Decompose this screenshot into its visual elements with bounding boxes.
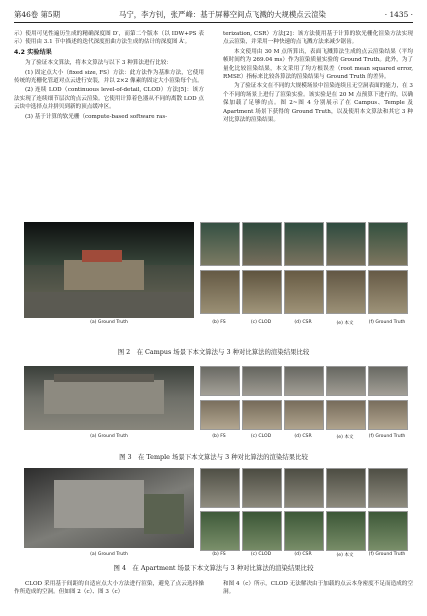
thumbnail <box>326 400 366 430</box>
sub-label: (a) Ground Truth <box>90 320 128 325</box>
thumbnail <box>242 468 282 508</box>
thumbnail <box>200 366 240 396</box>
running-header <box>14 6 413 23</box>
paragraph: (3) 基于计算的软光栅（compute-based software ras- <box>25 113 168 120</box>
ground-truth-image <box>24 222 194 318</box>
section-heading: 4.2 实验结果 <box>14 48 52 56</box>
thumbnail <box>242 511 282 551</box>
thumbnail <box>368 222 408 266</box>
sub-label: (c) CLOD <box>250 320 272 325</box>
running-title: 马宁，李方钊，张严峰：基于屏幕空间点飞溅的大规模点云渲染 <box>118 9 326 19</box>
sub-label: (c) CLOD <box>250 434 272 439</box>
thumbnail <box>200 511 240 551</box>
paragraph: 示）使用可见性遍历生成的精确深度图 D′，而第二个版本（以 IDW+PS 表示）使用由 3.1 节中描述的迭代深度扭曲方法生成的估计的深度图 Â′。 <box>14 31 204 46</box>
sub-label: (f) Ground Truth <box>368 434 406 439</box>
thumbnail <box>326 270 366 314</box>
thumbnail <box>326 222 366 266</box>
ground-truth-image <box>24 366 194 430</box>
thumbnail <box>242 222 282 266</box>
left-column <box>14 30 204 122</box>
figure-caption: 图 2 在 Campus 场景下本文算法与 3 种对比算法的渲染结果比较 <box>117 348 310 356</box>
figure-temple <box>14 362 413 447</box>
paragraph: 和图 4（c）所示，CLOD 无法解决由于加载的点云本身密度不足而造成的空洞。 <box>223 581 413 596</box>
thumbnail <box>368 468 408 508</box>
thumbnail <box>284 222 324 266</box>
thumbnail <box>242 400 282 430</box>
figure-caption: 图 3 在 Temple 场景下本文算法与 3 种对比算法的渲染结果比较 <box>119 453 308 461</box>
paragraph: (2) 连续 LOD（continuous level-of-detail, CLOD）方法[5]：该方法实现了连续细节层次的点云渲染。它使用计算着色器从不同的离散 LOD 点云块中选择点并拼贝到新的顶点缓冲区。 <box>14 87 204 111</box>
sub-label: (c) CLOD <box>250 552 272 557</box>
paragraph: terization, CSR）方法[2]：该方法使用基于计算的软光栅化渲染方法实现点云渲染，并采用一种快速的点飞溅方法来减少锯齿。 <box>223 31 413 46</box>
thumbnail <box>242 366 282 396</box>
sub-label: (a) Ground Truth <box>90 552 128 557</box>
thumbnail <box>284 400 324 430</box>
sub-label: (a) Ground Truth <box>90 434 128 439</box>
thumbnail <box>284 511 324 551</box>
thumbnail <box>368 511 408 551</box>
paragraph: 为了验证本文算法，将本文算法与以下 3 种算法进行比较： <box>25 60 172 67</box>
figure-apartment <box>14 466 413 566</box>
figure-campus <box>14 220 413 340</box>
bottom-left-text <box>14 580 204 597</box>
thumbnail <box>368 270 408 314</box>
thumbnail <box>368 366 408 396</box>
thumbnail <box>326 511 366 551</box>
thumbnail <box>242 270 282 314</box>
right-column <box>223 30 413 125</box>
ground-truth-image <box>24 468 194 548</box>
paragraph: 本文使用由 30 M 点所算出，表面飞溅算法生成的点云渲染结果（平均帧时间约为 269.04 ms）作为渲染质量实验的 Ground Truth。此外，为了量化比较渲染结果，本文采用了均方根误差（root mean squared error, RMSE）指标来比较各算法的渲染结果与 Ground Truth 的差异。 <box>223 48 413 81</box>
thumbnail <box>284 270 324 314</box>
sub-label: (d) CSR <box>294 434 312 439</box>
sub-label: (b) FS <box>212 434 226 439</box>
thumbnail <box>200 468 240 508</box>
thumbnail <box>284 366 324 396</box>
thumbnail <box>368 400 408 430</box>
thumbnail <box>326 468 366 508</box>
thumbnail <box>326 366 366 396</box>
volume-issue: 第46卷 第5期 <box>14 9 61 19</box>
paragraph: CLOD 采用基于间距的自适应点大小方法进行渲染，避免了点云选择操作所造成的空洞。但如图 2（c）、图 3（c） <box>14 581 204 596</box>
paragraph: 为了验证本文在不同的大规模场景中渲染连续且无空洞表面的能力，在 3 个不同的场景上进行了渲染实验。该实验是在 20 M 点预算下进行的，以确保加载了足够的点。图 2~图 4 分别展示了在 Campus、Temple 及 Apartment 场景下获得的 Ground Truth，以及使用本文算法和其它 3 种对比算法的渲染结果。 <box>223 83 413 124</box>
thumbnail <box>200 222 240 266</box>
sub-label: (f) Ground Truth <box>368 320 406 325</box>
sub-label: (d) CSR <box>294 552 312 557</box>
page-number: · 1435 · <box>384 9 413 19</box>
sub-label: (e) 本文 <box>336 321 354 326</box>
bottom-right-text <box>223 580 413 597</box>
sub-label: (d) CSR <box>294 320 312 325</box>
sub-label: (b) FS <box>212 552 226 557</box>
sub-label: (f) Ground Truth <box>368 552 406 557</box>
thumbnail <box>200 400 240 430</box>
thumbnail <box>200 270 240 314</box>
sub-label: (e) 本文 <box>336 435 354 440</box>
thumbnail <box>284 468 324 508</box>
paragraph: (1) 固定点大小（fixed size, FS）方法：此方法作为基准方法，它使用传统的光栅化管道对点云进行安装，并以 2×2 像素的固定大小渲染每个点。 <box>14 69 204 85</box>
figure-caption: 图 4 在 Apartment 场景下本文算法与 3 种对比算法的渲染结果比较 <box>113 564 314 572</box>
sub-label: (e) 本文 <box>336 553 354 558</box>
sub-label: (b) FS <box>212 320 226 325</box>
